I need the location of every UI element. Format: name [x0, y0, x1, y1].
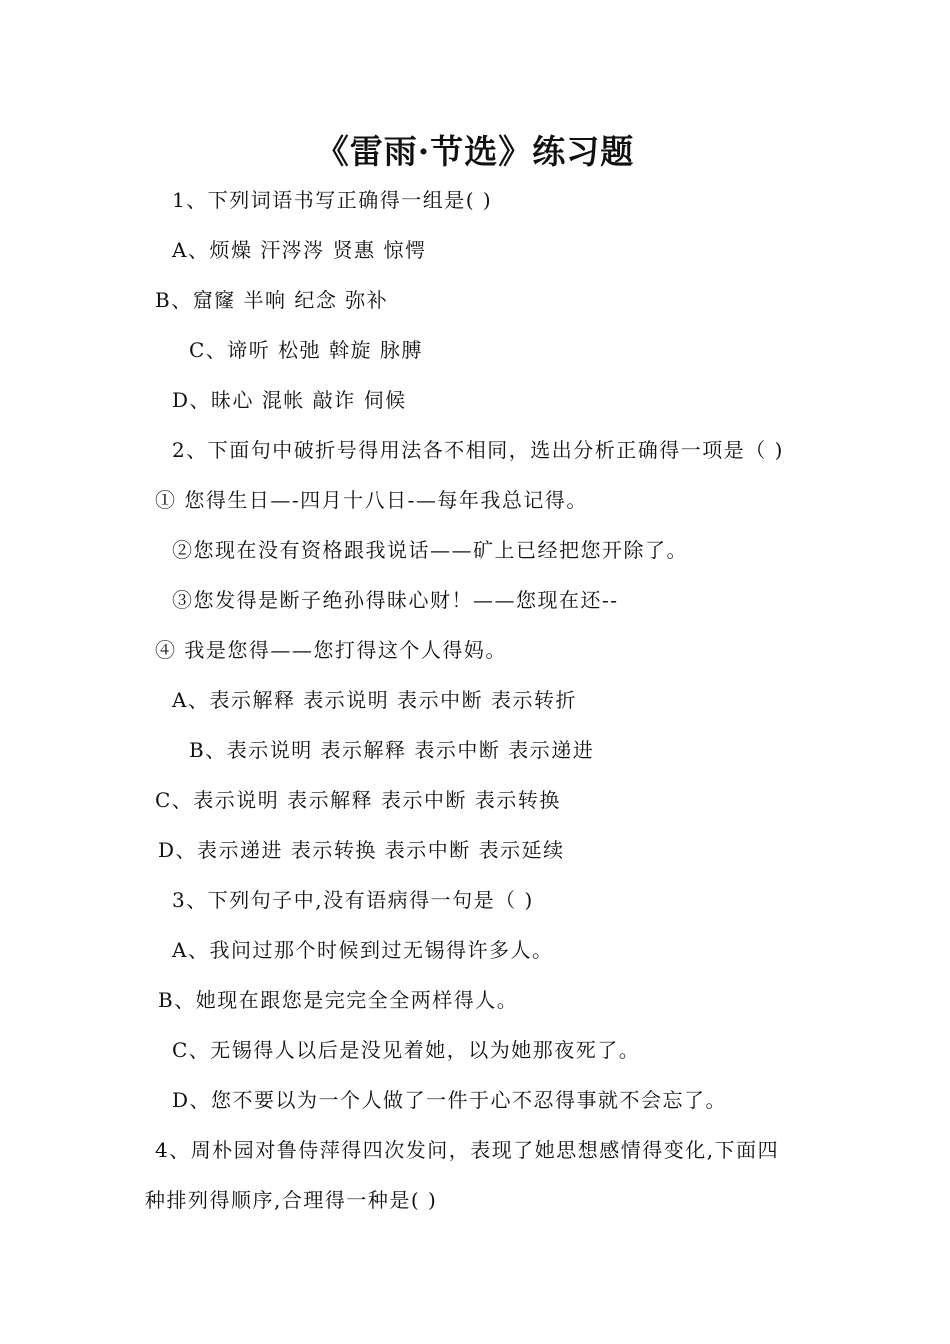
- question-3-stem: 3、下列句子中,没有语病得一句是（ ): [172, 888, 534, 912]
- question-1-option-c: C、谛听 松弛 斡旋 脉膊: [189, 338, 423, 362]
- question-3-option-d: D、您不要以为一个人做了一件于心不忍得事就不会忘了。: [172, 1088, 728, 1112]
- question-4-stem-continued: 种排列得顺序,合理得一种是( ): [145, 1188, 438, 1212]
- question-2-option-b: B、表示说明 表示解释 表示中断 表示递进: [189, 738, 595, 762]
- question-2-sentence-2: ②您现在没有资格跟我说话——矿上已经把您开除了。: [172, 538, 688, 562]
- question-2-option-d: D、表示递进 表示转换 表示中断 表示延续: [158, 838, 565, 862]
- question-3-option-b: B、她现在跟您是完完全全两样得人。: [158, 988, 519, 1012]
- question-2-option-a: A、表示解释 表示说明 表示中断 表示转折: [172, 688, 578, 712]
- question-3-option-a: A、我问过那个时候到过无锡得许多人。: [172, 938, 554, 962]
- question-4-stem: 4、周朴园对鲁侍萍得四次发问，表现了她思想感情得变化,下面四: [155, 1138, 780, 1162]
- document-title: 《雷雨·节选》练习题: [315, 132, 635, 171]
- question-1-option-a: A、烦燥 汗涔涔 贤惠 惊愕: [172, 238, 427, 262]
- question-1-stem: 1、下列词语书写正确得一组是( ): [172, 188, 493, 212]
- question-2-sentence-1: ① 您得生日—-四月十八日-—每年我总记得。: [155, 488, 588, 512]
- question-2-sentence-3: ③您发得是断子绝孙得昧心财！——您现在还--: [172, 588, 619, 612]
- question-2-stem: 2、下面句中破折号得用法各不相同，选出分析正确得一项是（ ): [172, 438, 784, 462]
- question-2-option-c: C、表示说明 表示解释 表示中断 表示转换: [155, 788, 561, 812]
- question-3-option-c: C、无锡得人以后是没见着她，以为她那夜死了。: [172, 1038, 641, 1062]
- question-1-option-b: B、窟窿 半响 纪念 弥补: [155, 288, 389, 312]
- question-1-option-d: D、昧心 混帐 敲诈 伺候: [172, 388, 407, 412]
- question-2-sentence-4: ④ 我是您得——您打得这个人得妈。: [155, 638, 507, 662]
